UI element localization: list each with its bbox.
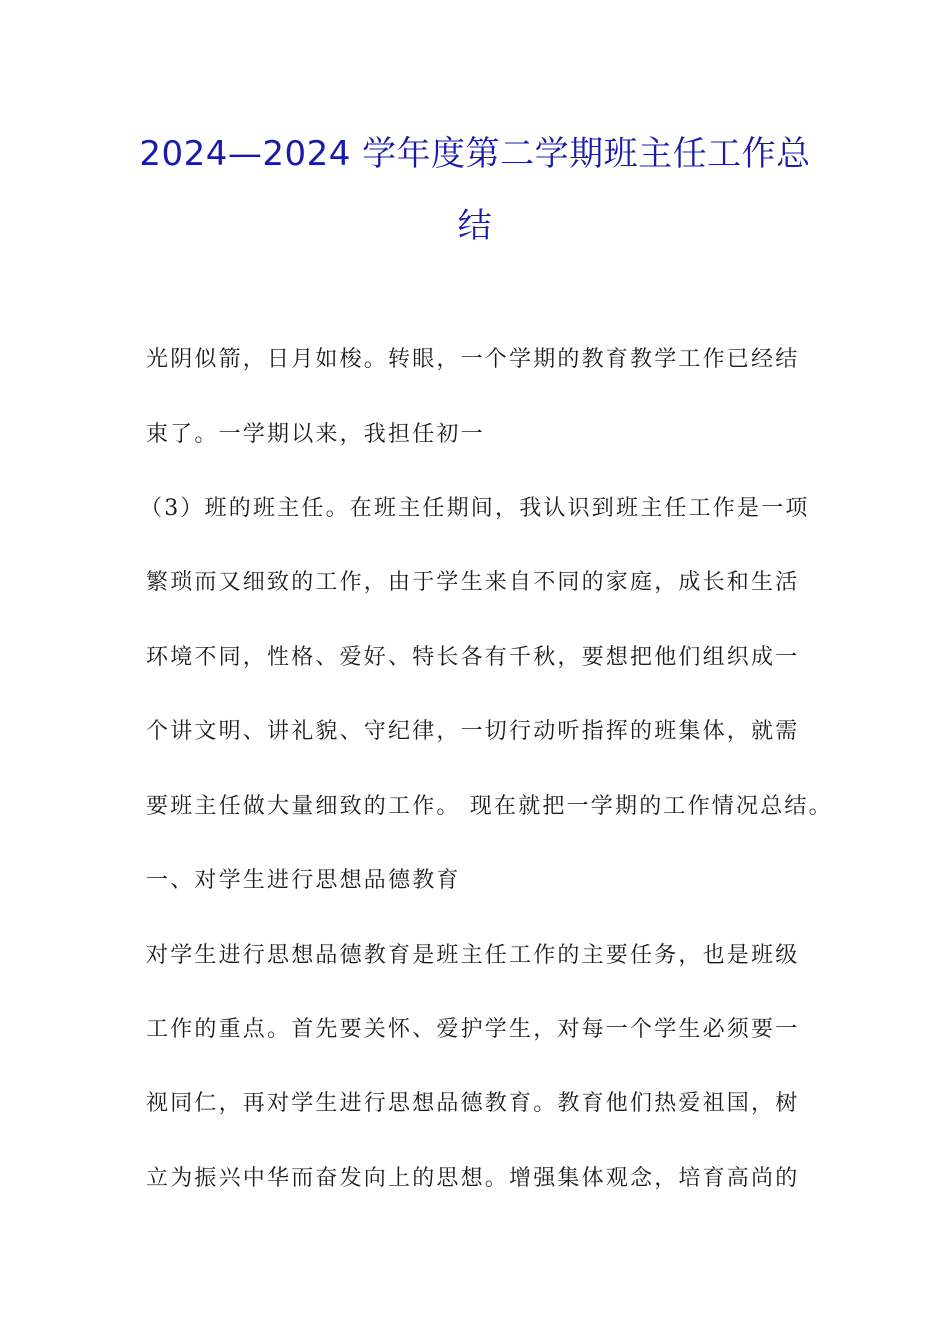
body-text-line: （3）班的班主任。在班主任期间，我认识到班主任工作是一项 [140, 496, 810, 521]
document-title-line-2: 结 [457, 206, 493, 246]
body-text-line: 束了。一学期以来，我担任初一 [146, 422, 485, 447]
body-text-line: 光阴似箭，日月如梭。转眼，一个学期的教育教学工作已经结 [146, 347, 800, 372]
body-text-line: 对学生进行思想品德教育是班主任工作的主要任务，也是班级 [146, 943, 800, 968]
body-text-line: 工作的重点。首先要关怀、爱护学生，对每一个学生必须要一 [146, 1017, 800, 1042]
body-text-line: 立为振兴中华而奋发向上的思想。增强集体观念，培育高尚的 [146, 1166, 800, 1191]
body-text-line: 个讲文明、讲礼貌、守纪律，一切行动听指挥的班集体，就需 [146, 719, 800, 744]
body-text-line: 视同仁，再对学生进行思想品德教育。教育他们热爱祖国，树 [146, 1091, 800, 1116]
section-heading: 一、对学生进行思想品德教育 [146, 868, 461, 893]
body-text-line: 环境不同，性格、爱好、特长各有千秋，要想把他们组织成一 [146, 645, 800, 670]
body-text-line: 要班主任做大量细致的工作。 现在就把一学期的工作情况总结。 [146, 794, 833, 819]
body-text-line: 繁琐而又细致的工作，由于学生来自不同的家庭，成长和生活 [146, 570, 800, 595]
document-title-line-1: 2024—2024 学年度第二学期班主任工作总 [139, 134, 811, 174]
